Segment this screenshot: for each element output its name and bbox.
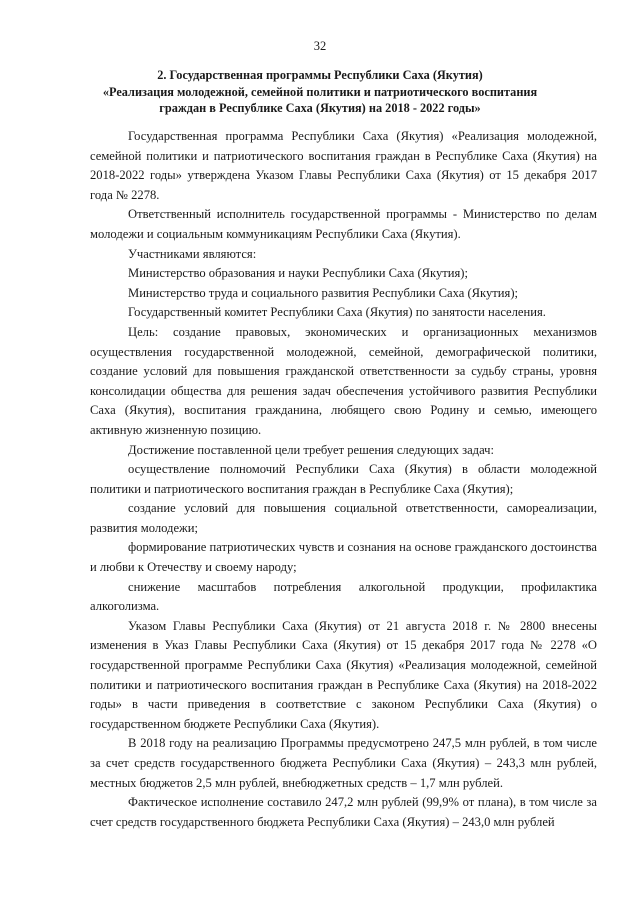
paragraph-participant-3: Государственный комитет Республики Саха (Якутия) по занятости населения.	[128, 305, 546, 320]
paragraph-task-2: создание условий для повышения социальной ответственности, самореализации, развития молодежи;	[90, 501, 597, 535]
paragraph-participants-intro: Участниками являются:	[128, 246, 257, 261]
paragraph-program-approval: Государственная программа Республики Саха (Якутия) «Реализация молодежной, семейной политики и патриотического воспитания граждан в Республике Саха (Якутия) на 2018-2022 годы» утверждена Указом Главы Республики Саха (Якутия) от 15 декабря 2017 года № 2278.	[90, 129, 597, 202]
heading-line-1: 2. Государственная программы Республики Саха (Якутия)	[157, 68, 483, 82]
paragraph-goal: Цель: создание правовых, экономических и организационных механизмов осуществления государственной молодежной, семейной, демографической политики, создание условий для повышения гражданской ответственности за судьбу страны, уровня консолидации общества для решения задач обеспечения устойчивого развития Республики Саха (Якутия), воспитания гражданина, любящего свою Родину и семью, имеющего активную жизненную позицию.	[90, 324, 597, 437]
paragraph-amendment: Указом Главы Республики Саха (Якутия) от 21 августа 2018 г. № 2800 внесены изменения в Указ Главы Республики Саха (Якутия) от 15 декабря 2017 года № 2278 «О государственной программе Республики Саха (Якутия) «Реализация молодежной, семейной политики и патриотического воспитания граждан в Республике Саха (Якутия) на 2018-2022 годы» в части приведения в соответствие с законом Республики Саха (Якутия) о государственном бюджете Республики Саха (Якутия).	[90, 618, 597, 731]
section-heading	[100, 67, 540, 117]
paragraph-task-1: осуществление полномочий Республики Саха (Якутия) в области молодежной политики и патриотического воспитания граждан в Республике Саха (Якутия);	[90, 462, 597, 496]
heading-line-3: граждан в Республике Саха (Якутия) на 2018 - 2022 годы»	[159, 101, 481, 115]
paragraph-funding-plan: В 2018 году на реализацию Программы предусмотрено 247,5 млн рублей, в том числе за счет средств государственного бюджета Республики Саха (Якутия) – 243,3 млн рублей, местных бюджетов 2,5 млн рублей, внебюджетных средств – 1,7 млн рублей.	[90, 736, 597, 790]
paragraph-tasks-intro: Достижение поставленной цели требует решения следующих задач:	[128, 442, 495, 457]
paragraph-actual-execution: Фактическое исполнение составило 247,2 млн рублей (99,9% от плана), в том числе за счет средств государственного бюджета Республики Саха (Якутия) – 243,0 млн рублей	[90, 795, 597, 829]
paragraph-participant-2: Министерство труда и социального развития Республики Саха (Якутия);	[128, 285, 519, 300]
paragraph-participant-1: Министерство образования и науки Республики Саха (Якутия);	[128, 266, 468, 281]
paragraph-task-3: формирование патриотических чувств и сознания на основе гражданского достоинства и любви к Отечеству и своему народу;	[90, 540, 597, 575]
paragraph-responsible-executor: Ответственный исполнитель государственной программы - Министерство по делам молодежи и социальным коммуникациям Республики Саха (Якутия).	[90, 207, 597, 241]
heading-line-2: «Реализация молодежной, семейной политики и патриотического воспитания	[102, 84, 538, 99]
paragraph-task-4: снижение масштабов потребления алкогольной продукции, профилактика алкоголизма.	[90, 579, 597, 614]
page-number: 32	[313, 39, 327, 53]
document-body	[90, 127, 597, 832]
